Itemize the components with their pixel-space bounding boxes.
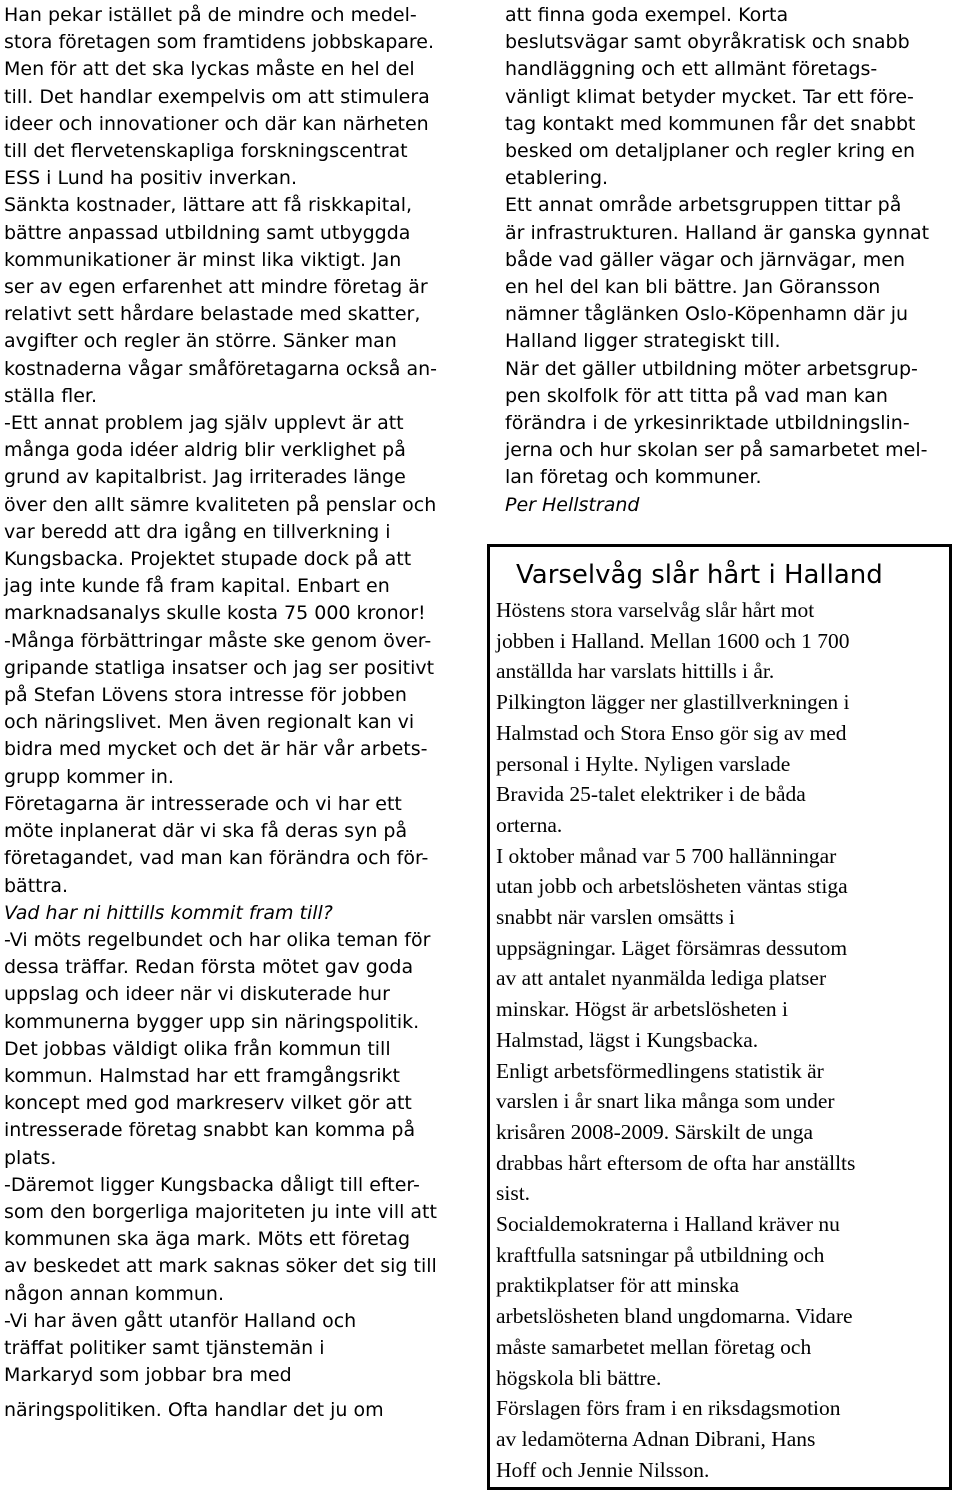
text-line: beslutsvägar samt obyråkratisk och snabb bbox=[505, 31, 910, 54]
text-line: Hoff och Jennie Nilsson. bbox=[496, 1457, 710, 1482]
text-line: relativt sett hårdare belastade med skatter, bbox=[4, 303, 421, 326]
text-line: Höstens stora varselvåg slår hårt mot bbox=[496, 598, 815, 622]
text-line: Halmstad, lägst i Kungsbacka. bbox=[496, 1027, 759, 1052]
text-line: Halland ligger strategiskt till. bbox=[505, 330, 781, 353]
text-line: bättre anpassad utbildning samt utbyggda bbox=[4, 221, 411, 244]
text-line: besked om detaljplaner och regler kring en bbox=[505, 140, 915, 163]
text-line: Socialdemokraterna i Halland kräver nu bbox=[496, 1212, 840, 1237]
text-line: Kungsbacka. Projektet stupade dock på att bbox=[4, 548, 412, 571]
text-line: både vad gäller vägar och järnvägar, men bbox=[505, 248, 906, 271]
text-line: kommunikationer är minst lika viktigt. Jan bbox=[4, 248, 402, 271]
text-line: att finna goda exempel. Korta bbox=[505, 4, 789, 26]
text-line: högskola bli bättre. bbox=[496, 1365, 662, 1390]
text-line: Bravida 25-talet elektriker i de båda bbox=[496, 782, 806, 807]
text-line: uppslag och ideer när vi diskuterade hur bbox=[4, 983, 390, 1006]
text-line: kraftfulla satsningar på utbildning och bbox=[496, 1242, 825, 1267]
text-line: snabbt när varslen omsätts i bbox=[496, 905, 735, 930]
text-line: I oktober månad var 5 700 hallänningar bbox=[496, 843, 837, 868]
text-line: praktikplatser för att minska bbox=[496, 1273, 739, 1298]
text-line: När det gäller utbildning möter arbetsgrup- bbox=[505, 357, 918, 380]
text-line: av ledamöterna Adnan Dibrani, Hans bbox=[496, 1426, 816, 1451]
text-line: nämner tåglänken Oslo-Köpenhamn där ju bbox=[505, 303, 909, 326]
box-title: Varselvåg slår hårt i Halland bbox=[516, 560, 883, 590]
article-left-column bbox=[4, 2, 474, 1425]
text-line: möte inplanerat där vi ska få deras syn på bbox=[4, 820, 408, 843]
text-line: Företagarna är intresserade och vi har ett bbox=[4, 792, 402, 815]
text-line: bidra med mycket och det är här vår arbets- bbox=[4, 738, 428, 761]
text-line: Ett annat område arbetsgruppen tittar på bbox=[505, 194, 902, 217]
text-line: drabbas hårt eftersom de ofta har anställts bbox=[496, 1150, 856, 1175]
text-line: kostnaderna vågar småföretagarna också an- bbox=[4, 357, 438, 380]
text-line: pen skolfolk för att titta på vad man kan bbox=[505, 384, 888, 407]
text-line: Det jobbas väldigt olika från kommun till bbox=[4, 1037, 391, 1060]
text-line: kommun. Halmstad har ett framgångsrikt bbox=[4, 1064, 401, 1087]
text-line: många goda idéer aldrig blir verklighet på bbox=[4, 439, 406, 462]
text-line: en hel del kan bli bättre. Jan Göransson bbox=[505, 276, 881, 299]
text-line: uppsägningar. Läget försämras dessutom bbox=[496, 935, 848, 960]
text-line: marknadsanalys skulle kosta 75 000 kronor! bbox=[4, 602, 426, 625]
text-line: tag kontakt med kommunen får det snabbt bbox=[505, 112, 916, 135]
text-line: utan jobb och arbetslösheten väntas stiga bbox=[496, 874, 848, 899]
text-line: måste samarbetet mellan företag och bbox=[496, 1334, 812, 1359]
text-line: Enligt arbetsförmedlingens statistik är bbox=[496, 1058, 824, 1083]
text-line: är infrastrukturen. Halland är ganska gynnat bbox=[505, 221, 930, 244]
text-line: personal i Hylte. Nyligen varslade bbox=[496, 751, 791, 776]
text-line: Pilkington lägger ner glastillverkningen i bbox=[496, 690, 850, 715]
text-line: grupp kommer in. bbox=[4, 765, 174, 788]
text-line: jobben i Halland. Mellan 1600 och 1 700 bbox=[496, 628, 850, 653]
text-line: -Vi möts regelbundet och har olika teman för bbox=[4, 928, 431, 951]
text-line: Halmstad och Stora Enso gör sig av med bbox=[496, 720, 847, 745]
text-line: stora företagen som framtidens jobbskapare. bbox=[4, 31, 435, 54]
text-line: ideer och innovationer och där kan närheten bbox=[4, 112, 429, 135]
text-line: vänligt klimat betyder mycket. Tar ett före- bbox=[505, 85, 914, 108]
article-right-column bbox=[505, 2, 955, 519]
text-line: -Många förbättringar måste ske genom över- bbox=[4, 629, 432, 652]
text-line: -Vi har även gått utanför Halland och bbox=[4, 1309, 357, 1332]
text-line: arbetslösheten bland ungdomarna. Vidare bbox=[496, 1304, 853, 1329]
text-line: av att antalet nyanmälda lediga platser bbox=[496, 966, 827, 991]
text-line: till det flervetenskapliga forskningscentrat bbox=[4, 140, 408, 163]
text-line: koncept med god markreserv vilket gör att bbox=[4, 1092, 412, 1115]
text-line: var beredd att dra igång en tillverkning i bbox=[4, 520, 391, 543]
text-line: och näringslivet. Men även regionalt kan vi bbox=[4, 711, 415, 734]
text-line: Sänkta kostnader, lättare att få riskkapital, bbox=[4, 194, 413, 217]
text-line: etablering. bbox=[505, 167, 609, 190]
text-line: kommunerna bygger upp sin näringspolitik. bbox=[4, 1010, 420, 1033]
text-line: någon annan kommun. bbox=[4, 1282, 224, 1305]
text-line: plats. bbox=[4, 1146, 57, 1169]
text-line: ställa fler. bbox=[4, 384, 97, 407]
text-line: krisåren 2008-2009. Särskilt de unga bbox=[496, 1119, 814, 1144]
author-signature: Per Hellstrand bbox=[505, 493, 640, 516]
text-line: förändra i de yrkesinriktade utbildningslin- bbox=[505, 412, 910, 435]
text-line: sist. bbox=[496, 1181, 531, 1206]
text-line: handläggning och ett allmänt företags- bbox=[505, 58, 878, 81]
text-line: anställda har varslats hittills i år. bbox=[496, 659, 775, 684]
text-line: som den borgerliga majoriteten ju inte vill att bbox=[4, 1200, 437, 1223]
text-line: bättra. bbox=[4, 874, 69, 897]
text-line: jag inte kunde få fram kapital. Enbart en bbox=[4, 575, 390, 598]
text-line: lan företag och kommuner. bbox=[505, 466, 762, 489]
text-line: orterna. bbox=[496, 812, 563, 837]
text-line: -Däremot ligger Kungsbacka dåligt till efter- bbox=[4, 1173, 420, 1196]
box-body bbox=[496, 595, 946, 1485]
text-line: Han pekar istället på de mindre och medel- bbox=[4, 4, 417, 26]
text-line: varslen i år snart lika många som under bbox=[496, 1089, 835, 1114]
text-line: intresserade företag snabbt kan komma på bbox=[4, 1119, 416, 1142]
text-line: Förslagen förs fram i en riksdagsmotion bbox=[496, 1396, 841, 1421]
text-line: träffat politiker samt tjänstemän i bbox=[4, 1336, 325, 1359]
text-line: Vad har ni hittills kommit fram till? bbox=[4, 901, 333, 924]
text-line: på Stefan Lövens stora intresse för jobben bbox=[4, 684, 407, 707]
text-line: ESS i Lund ha positiv inverkan. bbox=[4, 167, 297, 190]
text-line: minskar. Högst är arbetslösheten i bbox=[496, 997, 788, 1022]
text-line: -Ett annat problem jag själv upplevt är att bbox=[4, 412, 404, 435]
text-line: jerna och hur skolan ser på samarbetet mel- bbox=[505, 439, 928, 462]
text-line: av beskedet att mark saknas söker det sig till bbox=[4, 1255, 437, 1278]
text-line: ser av egen erfarenhet att mindre företag är bbox=[4, 276, 428, 299]
text-line: kommunen ska äga mark. Möts ett företag bbox=[4, 1228, 411, 1251]
text-line: Markaryd som jobbar bra med bbox=[4, 1364, 292, 1387]
text-line: avgifter och regler än större. Sänker man bbox=[4, 330, 397, 353]
text-line: grund av kapitalbrist. Jag irriterades länge bbox=[4, 466, 406, 489]
text-line: företagandet, vad man kan förändra och för- bbox=[4, 847, 429, 870]
text-line: dessa träffar. Redan första mötet gav goda bbox=[4, 956, 414, 979]
sidebar-box bbox=[487, 544, 952, 1490]
text-line: näringspolitiken. Ofta handlar det ju om bbox=[4, 1399, 384, 1422]
text-line: Men för att det ska lyckas måste en hel del bbox=[4, 58, 415, 81]
text-line: gripande statliga insatser och jag ser positivt bbox=[4, 656, 435, 679]
text-line: till. Det handlar exempelvis om att stimulera bbox=[4, 85, 430, 108]
text-line: över den allt sämre kvaliteten på penslar och bbox=[4, 493, 437, 516]
